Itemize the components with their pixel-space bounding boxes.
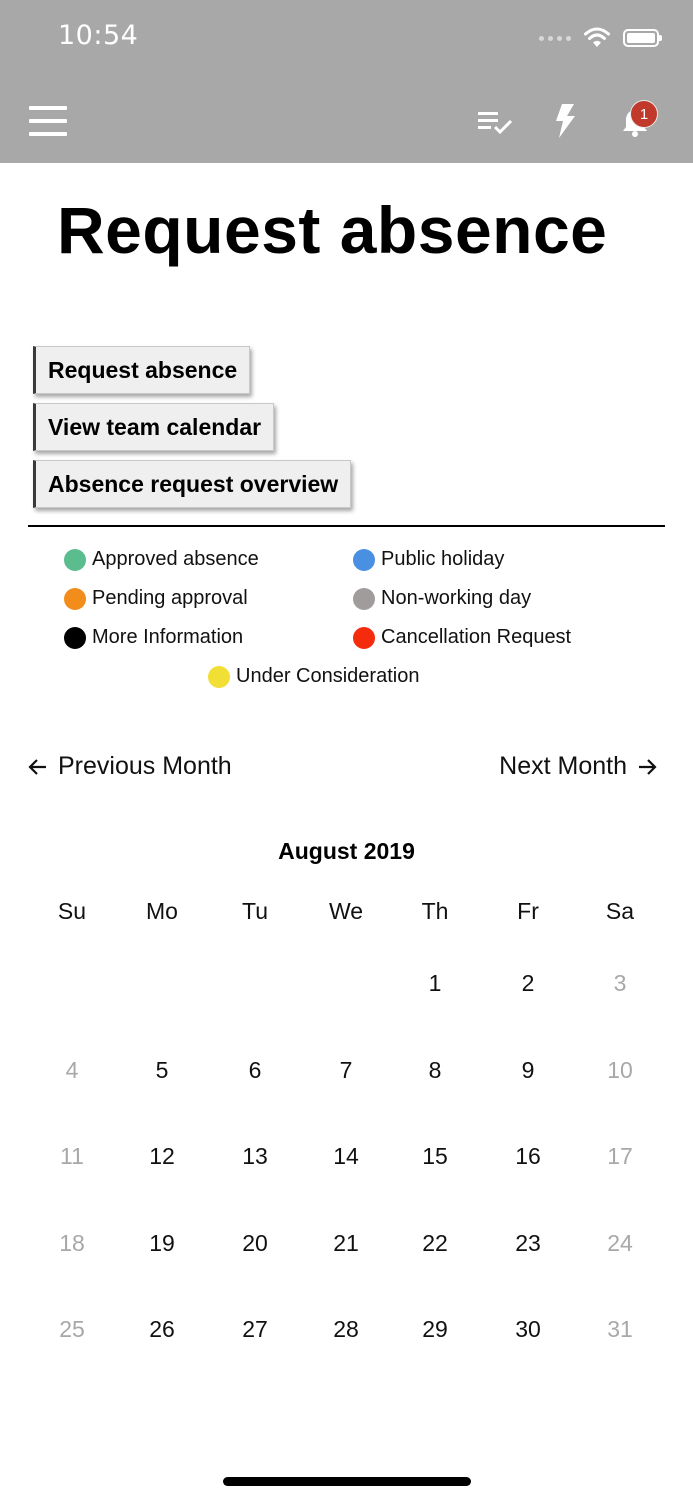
calendar-day[interactable]: 2 xyxy=(521,970,535,996)
weekday-header: Th xyxy=(421,898,449,924)
calendar-day[interactable]: 29 xyxy=(422,1316,448,1342)
calendar-day[interactable]: 22 xyxy=(422,1230,448,1256)
wifi-icon xyxy=(583,27,611,49)
calendar-day[interactable]: 27 xyxy=(242,1316,268,1342)
previous-month-link[interactable] xyxy=(28,752,232,781)
lightning-icon[interactable] xyxy=(554,104,576,138)
calendar-day[interactable]: 13 xyxy=(242,1143,268,1169)
status-icons xyxy=(539,26,659,50)
calendar-day[interactable]: 6 xyxy=(248,1057,262,1083)
approved-dot-icon xyxy=(64,549,86,571)
legend-label: Non-working day xyxy=(381,587,532,609)
weekday-header: Sa xyxy=(605,898,635,924)
calendar-day[interactable]: 12 xyxy=(149,1143,175,1169)
view-team-calendar-button[interactable]: View team calendar xyxy=(33,403,274,451)
home-indicator xyxy=(223,1477,471,1486)
calendar-day[interactable]: 25 xyxy=(59,1316,85,1342)
calendar-day[interactable]: 21 xyxy=(333,1230,359,1256)
public-holiday-dot-icon xyxy=(353,549,375,571)
request-absence-button[interactable]: Request absence xyxy=(33,346,250,394)
weekday-header: Mo xyxy=(146,898,178,924)
calendar-day[interactable]: 31 xyxy=(607,1316,633,1342)
legend-item-pending xyxy=(64,587,248,610)
cancellation-dot-icon xyxy=(353,627,375,649)
calendar-day[interactable]: 7 xyxy=(339,1057,353,1083)
pending-dot-icon xyxy=(64,588,86,610)
previous-month-label: Previous Month xyxy=(58,752,232,780)
weekday-header: We xyxy=(328,898,364,924)
calendar-day[interactable]: 15 xyxy=(422,1143,448,1169)
calendar-day[interactable]: 19 xyxy=(149,1230,175,1256)
legend-label: Cancellation Request xyxy=(381,626,572,648)
absence-request-overview-button[interactable]: Absence request overview xyxy=(33,460,351,508)
calendar-day[interactable]: 5 xyxy=(155,1057,169,1083)
legend-label: Public holiday xyxy=(381,548,505,570)
page-title: Request absence xyxy=(57,193,608,267)
calendar-day[interactable]: 28 xyxy=(333,1316,359,1342)
weekday-header: Fr xyxy=(517,898,539,924)
calendar-day[interactable]: 26 xyxy=(149,1316,175,1342)
non-working-dot-icon xyxy=(353,588,375,610)
calendar-day[interactable]: 1 xyxy=(428,970,442,996)
legend-item-non-working xyxy=(353,587,531,610)
calendar-day[interactable]: 18 xyxy=(59,1230,85,1256)
arrow-right-icon xyxy=(637,758,657,776)
legend-label: Approved absence xyxy=(92,548,259,570)
signal-icon xyxy=(539,36,571,41)
divider xyxy=(28,525,665,527)
notification-badge: 1 xyxy=(630,100,658,128)
next-month-label: Next Month xyxy=(499,752,627,780)
calendar-day[interactable]: 8 xyxy=(428,1057,442,1083)
legend-item-public-holiday xyxy=(353,548,504,571)
calendar-day[interactable]: 23 xyxy=(515,1230,541,1256)
calendar-day[interactable]: 24 xyxy=(607,1230,633,1256)
calendar-day[interactable]: 20 xyxy=(242,1230,268,1256)
top-bar xyxy=(0,0,693,163)
status-time: 10:54 xyxy=(58,20,139,51)
next-month-link[interactable] xyxy=(499,752,657,781)
under-consideration-dot-icon xyxy=(208,666,230,688)
calendar-day[interactable]: 10 xyxy=(607,1057,633,1083)
calendar-day[interactable]: 4 xyxy=(65,1057,79,1083)
calendar-day[interactable]: 30 xyxy=(515,1316,541,1342)
arrow-left-icon xyxy=(28,758,48,776)
checklist-icon[interactable] xyxy=(478,110,514,136)
legend-label: Under Consideration xyxy=(236,665,420,687)
calendar-day[interactable]: 17 xyxy=(607,1143,633,1169)
calendar-day[interactable]: 11 xyxy=(60,1143,84,1169)
more-info-dot-icon xyxy=(64,627,86,649)
calendar-day[interactable]: 16 xyxy=(515,1143,541,1169)
calendar-day[interactable]: 3 xyxy=(613,970,627,996)
calendar-day[interactable]: 14 xyxy=(333,1143,359,1169)
calendar-day[interactable]: 9 xyxy=(521,1057,535,1083)
legend-item-approved xyxy=(64,548,259,571)
legend-item-more-info xyxy=(64,626,243,649)
hamburger-menu-icon[interactable] xyxy=(29,106,67,136)
weekday-header: Su xyxy=(57,898,87,924)
legend-item-under-consideration xyxy=(208,665,419,688)
battery-icon xyxy=(623,29,659,47)
legend-label: More Information xyxy=(92,626,244,648)
legend-label: Pending approval xyxy=(92,587,248,609)
weekday-header: Tu xyxy=(242,898,268,924)
calendar-month-title: August 2019 xyxy=(278,838,415,864)
legend-item-cancellation xyxy=(353,626,571,649)
